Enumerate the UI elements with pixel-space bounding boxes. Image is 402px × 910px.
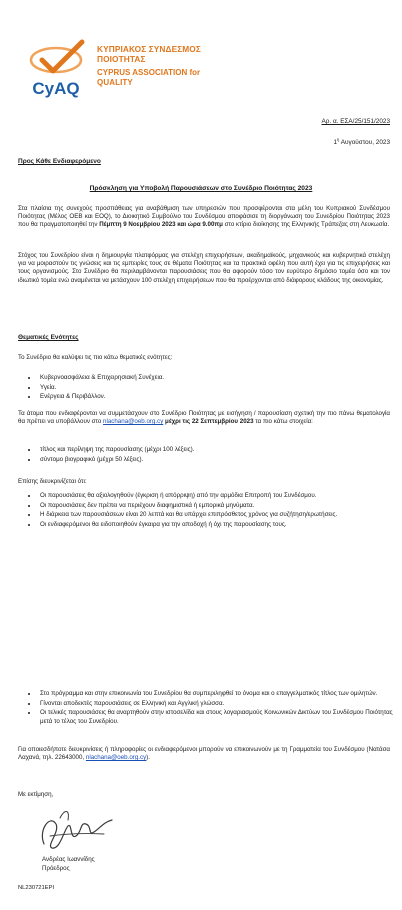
contact-paragraph	[18, 746, 390, 762]
cyaq-logo	[16, 38, 96, 100]
list-item: • Κυβερνοασφάλεια & Επιχειρησιακή Συνέχεια.	[38, 374, 398, 382]
list-item: • Ενέργεια & Περιβάλλον.	[38, 393, 398, 401]
org-name-english-line1: CYPRUS ASSOCIATION for	[97, 68, 201, 78]
letter-date	[333, 137, 390, 148]
submission-email-link[interactable]: nlachana@oeb.org.cy	[103, 418, 164, 426]
signer-block	[42, 856, 95, 874]
submission-deadline-bold: μέχρι τις 22 Σεπτεμβρίου 2023	[163, 418, 254, 426]
date-day: 1	[333, 139, 338, 147]
topics-list	[26, 374, 398, 403]
clarifications-list	[26, 492, 398, 531]
org-name-english-line2: QUALITY	[97, 77, 133, 87]
org-name-greek-line1: ΚΥΠΡΙΑΚΟΣ ΣΥΝΔΕΣΜΟΣ	[97, 44, 201, 54]
list-item: • Στο πρόγραμμα και στην επικοινωνία του Συνεδρίου θα συμπεριληφθεί το όνομα και ο επαγγελματικός τίτλος των ομιλητών.	[38, 690, 398, 698]
reference-number: Αρ. α. ΕΣΑ/25/151/2023	[321, 118, 390, 125]
more-clarifications-list	[26, 690, 398, 727]
list-item: • Οι παρουσιάσεις δεν πρέπει να περιέχουν διαφημιστικά ή εμπορικά μηνύματα.	[38, 502, 398, 510]
submission-after: τα πιο κάτω στοιχεία:	[253, 418, 313, 426]
list-item: • τίτλος και περίληψη της παρουσίασης (μέχρι 100 λέξεις).	[38, 446, 398, 454]
purpose-paragraph: Στόχος του Συνεδρίου είναι η δημιουργία πλατφόρμας για στελέχη επιχειρήσεων, ακαδημαϊκούς, μηχανικούς και κυβερνητικά στελέχη για να μοιραστούν τις γνώσεις και τις εμπειρίες τους σε θέματα Ποιότητας και τα πρακτικά οφέλη που αυτή έχει για τις επιχειρήσεις και τους οργανισμούς. Στο Συνέδριο θα περιλαμβάνονται παρουσιάσεις που θα αφορούν τόσο τον ευρύτερο δημόσιο τομέα όσο και τον ιδιωτικό τομέα ενώ αναμένεται να μετάσχουν 100 στελέχη επιχειρήσεων που θα προέρχονται από διάφορους κλάδους της οικονομίας.	[18, 252, 390, 284]
date-suffix: η	[337, 137, 340, 142]
contact-after: ).	[146, 754, 150, 762]
contact-text: Για οποιεσδήποτε διευκρινίσεις ή πληροφορίες οι ενδιαφερόμενοι μπορούν να επικοινωνούν με τη Γραμματεία του Συνδέσμου (Νατάσα Λαχανά, τηλ. 22643000,	[18, 746, 390, 762]
requirements-list	[26, 446, 398, 465]
list-item: • Οι τελικές παρουσιάσεις θα αναρτηθούν στην ιστοσελίδα και στους λογαριασμούς Κοινωνικών Δικτύων του Συνδέσμου Ποιότητας μετά το τέλος του Συνεδρίου.	[38, 709, 398, 725]
handwritten-signature	[30, 800, 130, 858]
recipient: Προς Κάθε Ενδιαφερόμενο	[18, 158, 101, 165]
clarifications-intro: Επίσης διευκρινίζεται ότι:	[18, 478, 87, 485]
document-title: Πρόσκληση για Υποβολή Παρουσιάσεων στο Συνέδριο Ποιότητας 2023	[89, 185, 313, 192]
signer-name: Ανδρέας Ιωαννίδης	[42, 856, 95, 863]
contact-email-link[interactable]: nlachana@oeb.org.cy	[85, 754, 147, 762]
signature-drawing	[30, 800, 130, 858]
topics-intro: Το Συνέδριο θα καλύψει τις πιο κάτω θεματικές ενότητες:	[18, 354, 173, 361]
list-item: • Γίνονται αποδεκτές παρουσιάσεις σε Ελληνική και Αγγλική γλώσσα.	[38, 700, 398, 708]
list-item: • Η διάρκεια των παρουσιάσεων είναι 20 λεπτά και θα υπάρχει επιπρόσθετος χρόνος για συζήτηση/ερωτήσεις.	[38, 511, 398, 519]
list-item: • Υγεία.	[38, 384, 398, 392]
logo-wordmark: CyAQ	[32, 79, 80, 98]
intro-paragraph	[18, 205, 390, 230]
organization-name	[97, 44, 247, 88]
list-item: • Οι παρουσιάσεις θα αξιολογηθούν (έγκριση ή απόρριψη) από την αρμόδια Επιτροπή του Συνδέσμου.	[38, 492, 398, 500]
intro-date-bold: Πέμπτη 9 Νοεμβρίου 2023 και ώρα 9.00πμ	[99, 221, 223, 229]
document-code: NL230721EPI	[18, 885, 55, 891]
submission-text: Τα άτομα που ενδιαφέρονται να συμμετάσχουν στο Συνέδριο Ποιότητας με εισήγηση / παρουσίαση σχετική την πιο πάνω θεματολογία θα πρέπει να υποβάλλουν στο	[18, 410, 390, 426]
signer-title: Πρόεδρος	[42, 864, 70, 872]
intro-text: Στα πλαίσια της συνεχούς προσπάθειας για αναβάθμιση των υπηρεσιών που προσφέρονται στα μέλη του Κυπριακού Συνδέσμου Ποιότητας (Μέλος ΟΕΒ και EOQ), το Διοικητικό Συμβούλιο του Συνδέσμου αποφάσισε τη διοργάνωση του Συνεδρίου Ποιότητας 2023 που θα πραγματοποιηθεί την	[18, 205, 390, 229]
closing-salutation: Με εκτίμηση,	[18, 791, 54, 798]
date-rest: Αυγούστου, 2023	[339, 139, 390, 147]
intro-after: στο κτίριο διοίκησης της Ελληνικής Τράπεζας στη Λευκωσία.	[222, 221, 390, 229]
topics-heading: Θεματικές Ενότητες	[18, 334, 79, 341]
cyaq-logo-mark	[16, 38, 96, 100]
list-item: • σύντομο βιογραφικό (μέχρι 50 λέξεις).	[38, 456, 398, 464]
submission-paragraph	[18, 410, 390, 426]
org-name-greek-line2: ΠΟΙΟΤΗΤΑΣ	[97, 54, 146, 65]
list-item: • Οι ενδιαφερόμενοι θα ειδοποιηθούν έγκαιρα για την αποδοχή ή όχι της παρουσίασης τους.	[38, 521, 398, 529]
